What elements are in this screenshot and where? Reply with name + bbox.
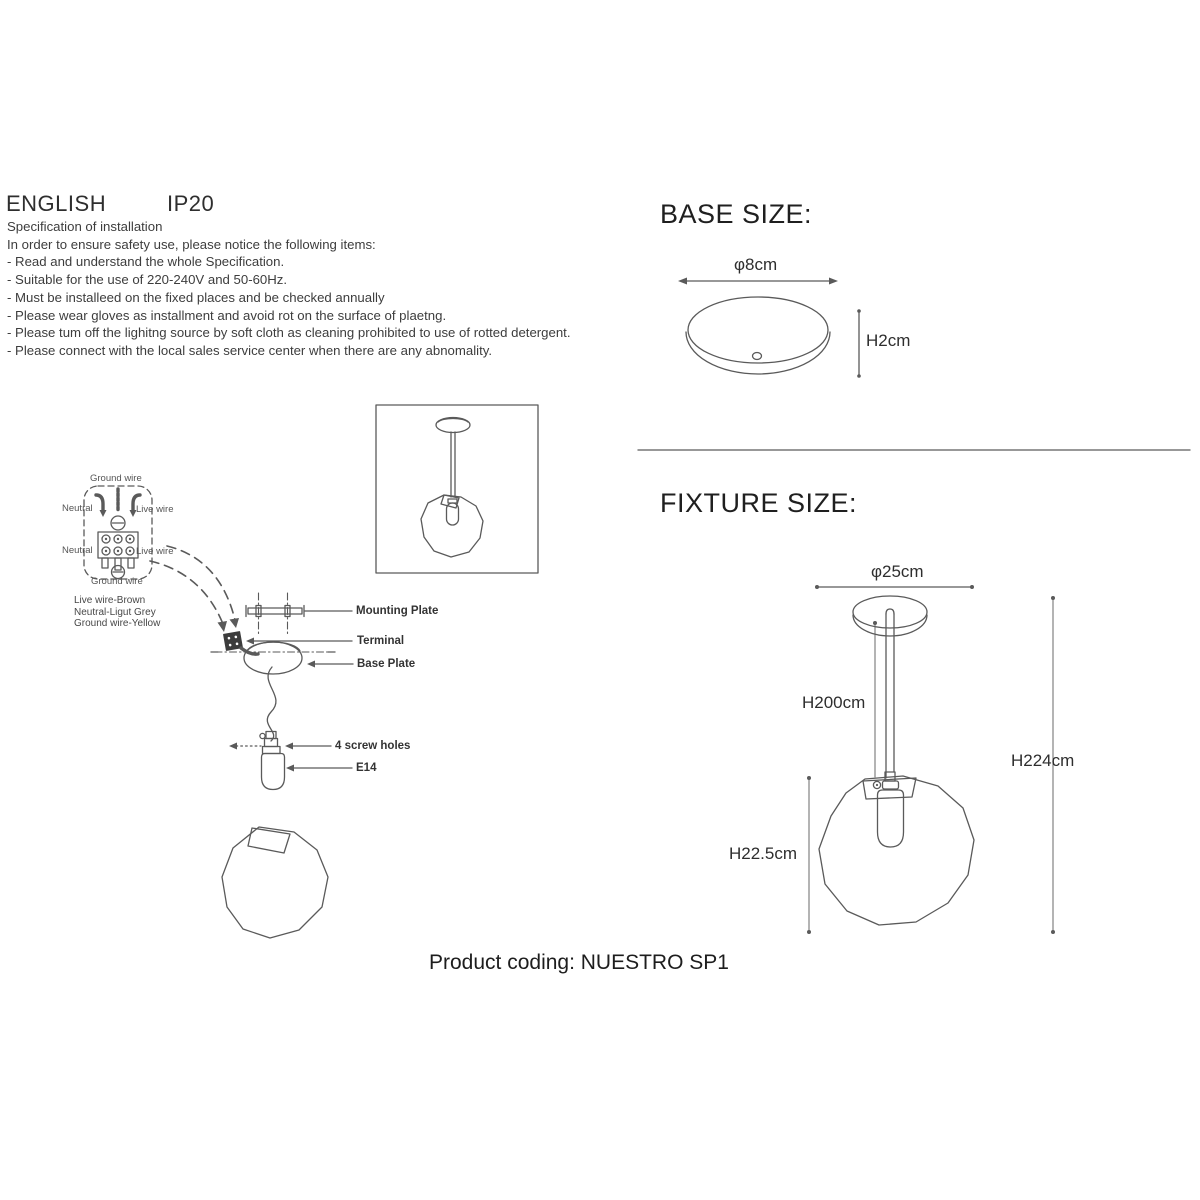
wire-label-ground-bottom: Ground wire [91,576,143,587]
spec-item: - Please tum off the lighitng source by soft cloth as cleaning prohibited to use of rotted detergent. [7,325,571,341]
label-terminal: Terminal [357,635,405,647]
base-size-title: BASE SIZE: [660,199,813,229]
legend-live: Live wire-Brown [74,595,146,606]
legend-neutral: Neutral-Ligut Grey [74,606,156,618]
label-screw-holes: 4 screw holes [335,740,411,752]
legend-ground: Ground wire-Yellow [74,618,161,630]
base-height-dim: H2cm [866,331,911,350]
wire-label-live-bottom: Live wire [136,546,174,557]
spec-item: - Suitable for the use of 220-240V and 50-60Hz. [7,272,288,288]
spec-item: - Read and understand the whole Specification. [7,254,285,270]
wire-label-neutral-bottom: Neutral [62,545,93,556]
fixture-rod-height-dim: H200cm [802,693,866,712]
base-diameter-dim: φ8cm [734,255,778,274]
ip-rating: IP20 [167,191,215,216]
specification-block [7,218,571,360]
wiring-terminal-drawing [84,486,152,579]
fixture-total-height-dim: H224cm [1011,751,1075,770]
wire-label-neutral-top: Neutral [62,503,93,514]
wire-label-live-top: Live wire [136,504,174,515]
page-language-title: ENGLISH [6,191,107,216]
spec-item: - Please wear gloves as installment and avoid rot on the surface of plaetng. [7,307,447,323]
base-size-drawing [678,278,861,378]
fixture-shade-height-dim: H22.5cm [729,844,798,863]
label-mounting-plate: Mounting Plate [356,605,439,617]
label-base-plate: Base Plate [357,658,416,670]
spec-item: - Must be installeed on the fixed places and be checked annually [7,289,385,305]
wire-label-ground-top: Ground wire [90,473,142,484]
spec-item: - Please connect with the local sales service center when there are any abnomality. [7,342,493,358]
glass-shade-drawing [222,827,328,938]
spec-intro: In order to ensure safety use, please notice the following items: [7,236,376,252]
spec-title: Specification of installation [7,219,163,234]
pendant-overview-drawing [376,405,538,573]
label-socket-e14: E14 [356,762,377,774]
fixture-diameter-dim: φ25cm [871,562,924,581]
wire-color-legend [74,595,160,630]
fixture-size-title: FIXTURE SIZE: [660,488,858,518]
transfer-arrows [150,546,239,632]
product-coding: Product coding: NUESTRO SP1 [429,951,729,974]
